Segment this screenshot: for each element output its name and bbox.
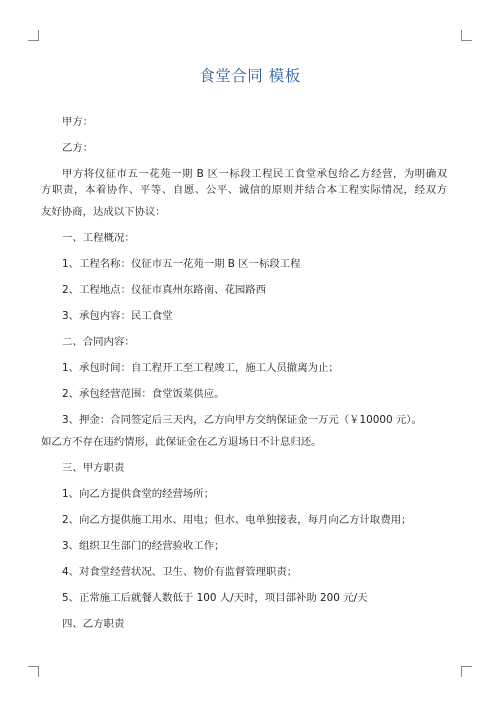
crop-mark-top-left <box>28 30 39 41</box>
crop-mark-bottom-left <box>28 666 39 677</box>
section-2-title: 二、合同内容： <box>62 336 135 348</box>
section-3-item-4: 4、对食堂经营状况、卫生、物价有监督管理职责； <box>62 566 298 578</box>
section-1-item-2: 2、工程地点：仪征市真州东路南、花园路西 <box>62 284 267 296</box>
section-3-item-5: 5、正常施工后就餐人数低于 100 人/天时，项目部补助 200 元/天 <box>62 592 368 604</box>
section-1-title: 一、工程概况： <box>62 232 135 244</box>
section-3-title: 三、甲方职责 <box>62 462 125 474</box>
section-1-item-3: 3、承包内容：民工食堂 <box>62 310 173 322</box>
document-body <box>41 114 447 642</box>
intro-paragraph-cont <box>41 182 447 220</box>
section-1-item-1: 1、工程名称：仪征市五一花苑一期 B 区一标段工程 <box>62 258 301 270</box>
section-3-item-1: 1、向乙方提供食堂的经营场所； <box>62 488 215 500</box>
crop-mark-top-right <box>461 30 472 41</box>
section-4-title: 四、乙方职责 <box>62 618 125 630</box>
party-b-line: 乙方： <box>62 142 94 154</box>
intro-line-1: 甲方将仪征市五一花苑一期 B 区一标段工程民工食堂承包给乙方经营，为明确双 <box>62 168 447 180</box>
section-2-item-2: 2、承包经营范围：食堂饭菜供应。 <box>62 388 225 400</box>
section-2-item-3-line-2: 如乙方不存在违约情形，此保证金在乙方退场日不计息归还。 <box>41 436 322 448</box>
intro-paragraph <box>41 166 447 182</box>
section-2-item-1: 1、承包时间：自工程开工至工程竣工，施工人员撤离为止； <box>62 362 339 374</box>
crop-mark-bottom-right <box>461 666 472 677</box>
document-title: 食堂合同 模板 <box>199 67 301 85</box>
section-2-item-3-line-1: 3、押金：合同签定后三天内，乙方向甲方交纳保证金一万元（￥10000 元）。 <box>62 414 422 426</box>
intro-line-2: 方职责，本着协作、平等、自愿、公平、诚信的原则并结合本工程实际情况，经双方 <box>41 184 447 196</box>
intro-line-3: 友好协商，达成以下协议： <box>41 206 166 218</box>
section-3-item-3: 3、组织卫生部门的经营验收工作； <box>62 540 225 552</box>
section-3-item-2: 2、向乙方提供施工用水、用电；但水、电单独接表，每月向乙方计取费用； <box>62 514 412 526</box>
section-2-item-3 <box>41 412 447 450</box>
party-a-line: 甲方： <box>62 116 94 128</box>
